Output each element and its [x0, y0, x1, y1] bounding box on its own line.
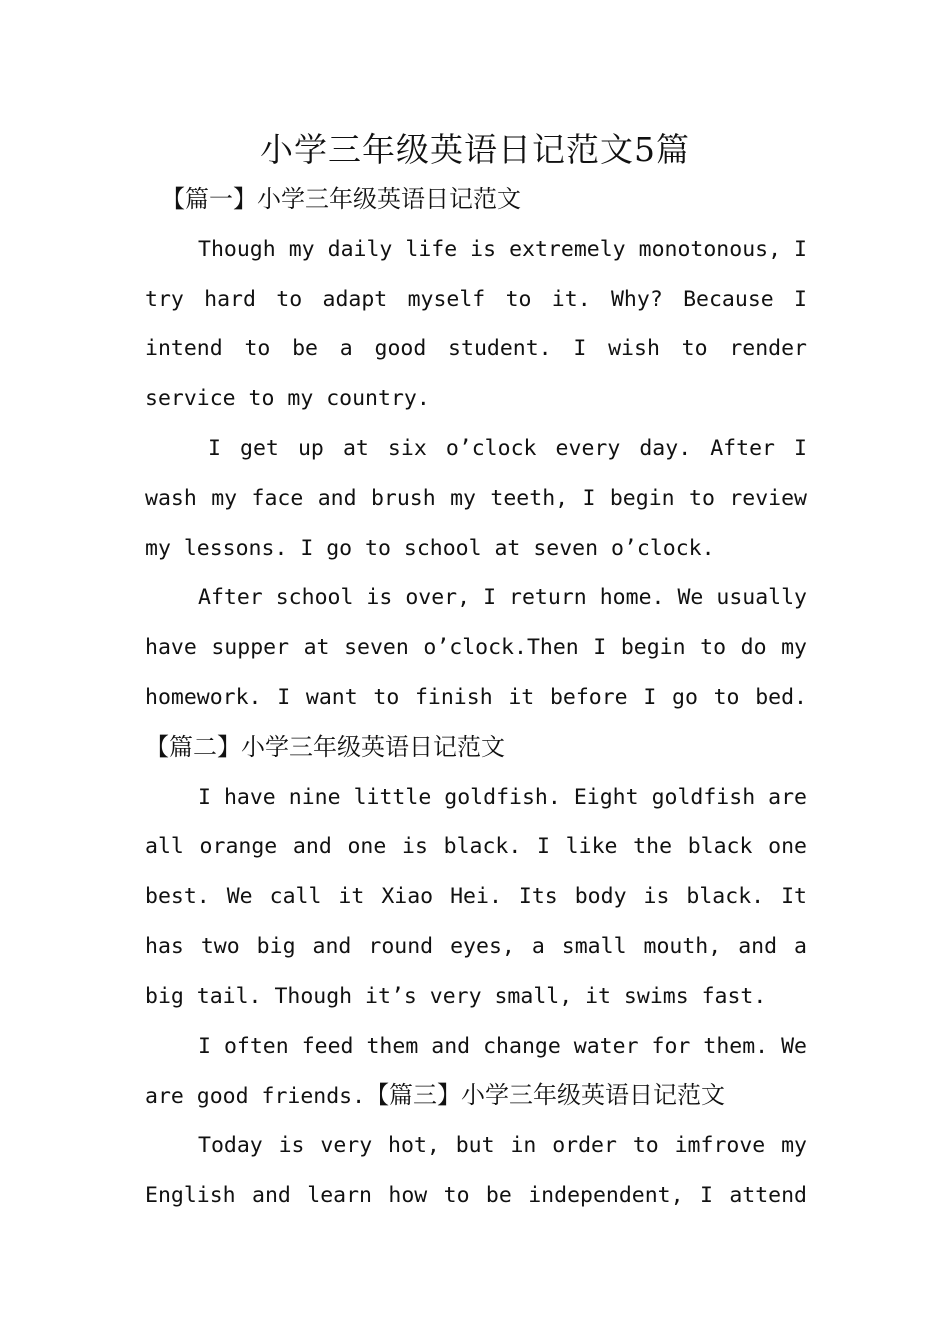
document-title: 小学三年级英语日记范文5篇 [260, 130, 690, 169]
paragraph-4-line-4: has two big and round eyes, a small mouth, and a [145, 933, 807, 959]
paragraph-5-line-2 [145, 1071, 807, 1121]
paragraph-6-line-2: English and learn how to be independent, I attend [145, 1182, 807, 1208]
paragraph-4-line-1: I have nine little goldfish. Eight goldfish are [198, 784, 807, 810]
paragraph-5-text: are good friends. [145, 1084, 366, 1110]
section-heading-3: 【篇三】小学三年级英语日记范文 [365, 1081, 726, 1110]
paragraph-6-line-1: Today is very hot, but in order to imfrove my [198, 1133, 807, 1159]
paragraph-3-line-2: have supper at seven o’clock.Then I begin to do my [145, 635, 807, 661]
paragraph-2-line-3: my lessons. I go to school at seven o’clock. [145, 535, 715, 561]
paragraph-3-line-1: After school is over, I return home. We usually [198, 585, 807, 611]
paragraph-5-line-1: I often feed them and change water for them. We [198, 1033, 807, 1059]
paragraph-1-line-1: Though my daily life is extremely monotonous, I [198, 236, 807, 262]
section-heading-2: 【篇二】小学三年级英语日记范文 [145, 732, 505, 761]
paragraph-2-line-1: I get up at six o’clock every day. After I [208, 435, 807, 461]
section-heading-1: 【篇一】小学三年级英语日记范文 [161, 185, 521, 213]
paragraph-4-line-3: best. We call it Xiao Hei. Its body is black. It [145, 884, 807, 910]
paragraph-3-line-3: homework. I want to finish it before I go to bed. [145, 684, 807, 710]
document-body [145, 175, 807, 1221]
paragraph-2-line-2: wash my face and brush my teeth, I begin to review [145, 485, 807, 511]
paragraph-4-line-5: big tail. Though it’s very small, it swims fast. [145, 983, 767, 1009]
paragraph-1-line-4: service to my country. [145, 386, 430, 412]
paragraph-1-line-2: try hard to adapt myself to it. Why? Because I [145, 286, 807, 312]
paragraph-1-line-3: intend to be a good student. I wish to render [145, 336, 807, 362]
paragraph-4-line-2: all orange and one is black. I like the black one [145, 834, 807, 860]
